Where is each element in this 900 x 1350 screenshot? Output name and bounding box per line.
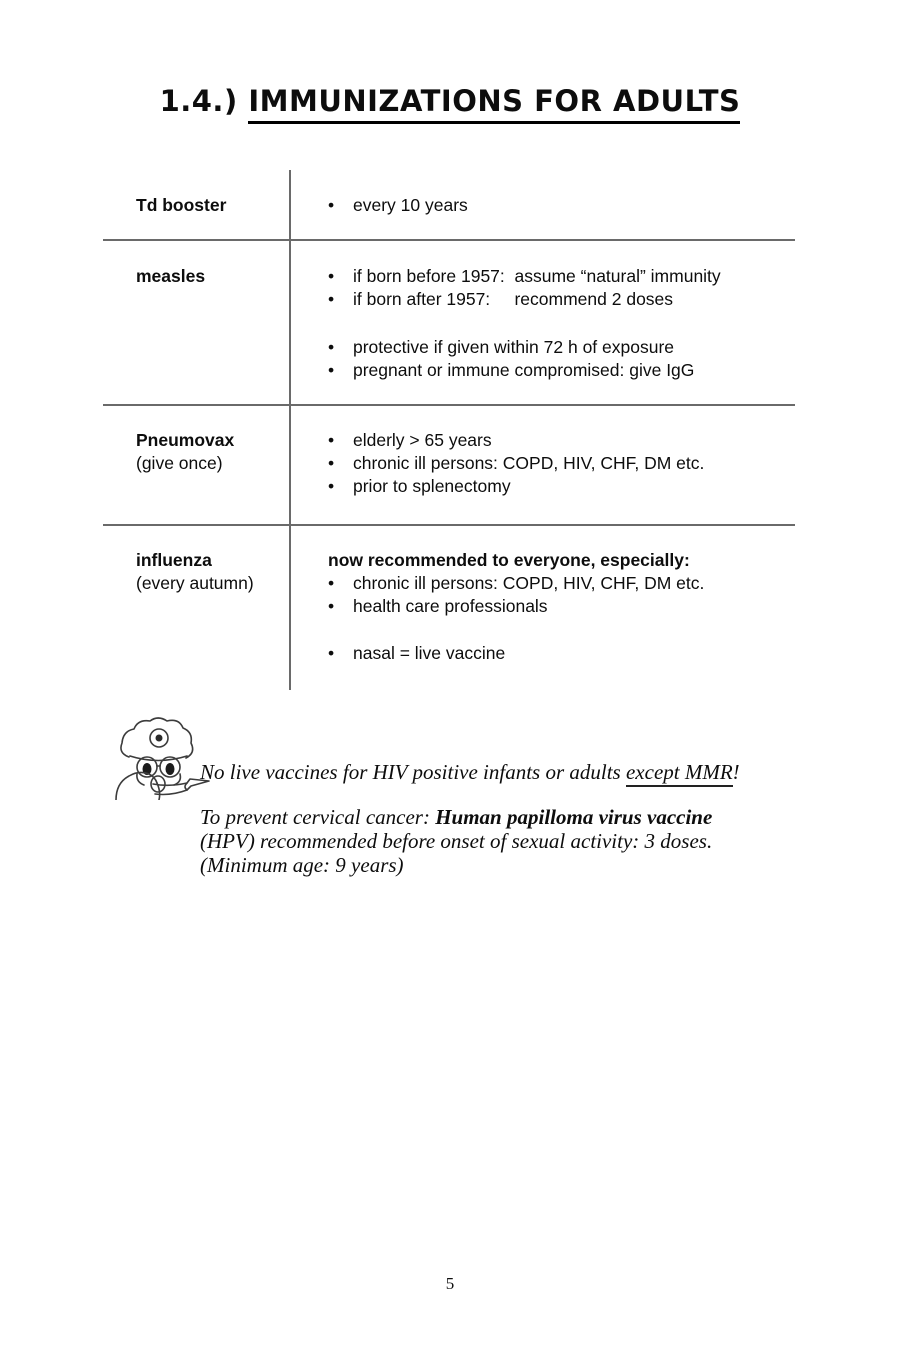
bullet-icon: •	[328, 337, 335, 357]
page-number: 5	[445, 1274, 455, 1293]
bullet-text: protective if given within 72 h of exposure	[353, 337, 675, 357]
bullet-text: pregnant or immune compromised: give IgG	[353, 360, 695, 380]
page-title-number: 1.4.)	[159, 84, 249, 118]
vaccine-name-note: (give once)	[136, 453, 223, 473]
vaccine-name-cell	[103, 194, 290, 239]
table-column-divider	[289, 170, 291, 690]
bullet-icon: •	[328, 430, 335, 450]
hpv-note-line1	[200, 805, 740, 829]
bullet-text: elderly > 65 years	[353, 430, 492, 450]
list-item	[328, 288, 795, 311]
table-row	[103, 239, 795, 404]
note-text: No live vaccines for HIV positive infants or adults	[200, 760, 626, 784]
vaccine-name: Td booster	[136, 195, 227, 215]
list-item	[328, 265, 795, 288]
vaccine-name: influenza	[136, 550, 212, 570]
bullet-text: if born after 1957: recommend 2 doses	[353, 289, 674, 309]
bullet-icon: •	[328, 360, 335, 380]
list-item	[328, 642, 795, 665]
bullet-text: chronic ill persons: COPD, HIV, CHF, DM etc.	[353, 573, 705, 593]
hpv-note	[200, 805, 740, 877]
list-item	[328, 194, 795, 217]
note-bold-text: Human papilloma virus vaccine	[435, 805, 713, 829]
live-vaccine-note	[200, 760, 820, 785]
bullet-icon: •	[328, 289, 335, 309]
table-row	[103, 524, 795, 690]
bullet-icon: •	[328, 266, 335, 286]
vaccine-detail-cell	[290, 265, 795, 404]
list-item	[328, 429, 795, 452]
bullet-icon: •	[328, 195, 335, 215]
list-item	[328, 595, 795, 618]
list-item	[328, 359, 795, 382]
vaccine-detail-cell	[290, 194, 795, 239]
vaccine-detail-cell	[290, 429, 795, 524]
bullet-icon: •	[328, 643, 335, 663]
immunization-table	[103, 170, 795, 690]
table-row	[103, 404, 795, 524]
hpv-note-line2: (HPV) recommended before onset of sexual activity: 3 doses.	[200, 829, 713, 853]
bullet-text: prior to splenectomy	[353, 476, 511, 496]
doctor-pointing-icon	[103, 713, 215, 800]
list-item	[328, 475, 795, 498]
bullet-text: every 10 years	[353, 195, 468, 215]
bullet-text: nasal = live vaccine	[353, 643, 506, 663]
bullet-text: health care professionals	[353, 596, 548, 616]
bullet-icon: •	[328, 453, 335, 473]
note-underlined-text: except MMR	[626, 760, 733, 787]
note-text: To prevent cervical cancer:	[200, 805, 436, 829]
table-row	[103, 170, 795, 239]
list-item	[328, 336, 795, 359]
hpv-note-line3: (Minimum age: 9 years)	[200, 853, 404, 877]
vaccine-name-cell	[103, 429, 290, 524]
row-detail-header: now recommended to everyone, especially:	[328, 550, 690, 570]
bullet-icon: •	[328, 476, 335, 496]
vaccine-name-cell	[103, 265, 290, 404]
vaccine-name: Pneumovax	[136, 430, 235, 450]
page-title-underlined: IMMUNIZATIONS FOR ADULTS	[248, 84, 740, 124]
bullet-text: if born before 1957: assume “natural” immunity	[353, 266, 721, 286]
note-suffix: !	[732, 760, 740, 784]
page-title	[0, 84, 900, 118]
bullet-icon: •	[328, 596, 335, 616]
bullet-icon: •	[328, 573, 335, 593]
bullet-text: chronic ill persons: COPD, HIV, CHF, DM etc.	[353, 453, 705, 473]
vaccine-name-note: (every autumn)	[136, 573, 254, 593]
list-item	[328, 452, 795, 475]
vaccine-name-cell	[103, 549, 290, 690]
vaccine-name: measles	[136, 266, 206, 286]
list-item	[328, 572, 795, 595]
vaccine-detail-cell	[290, 549, 795, 690]
